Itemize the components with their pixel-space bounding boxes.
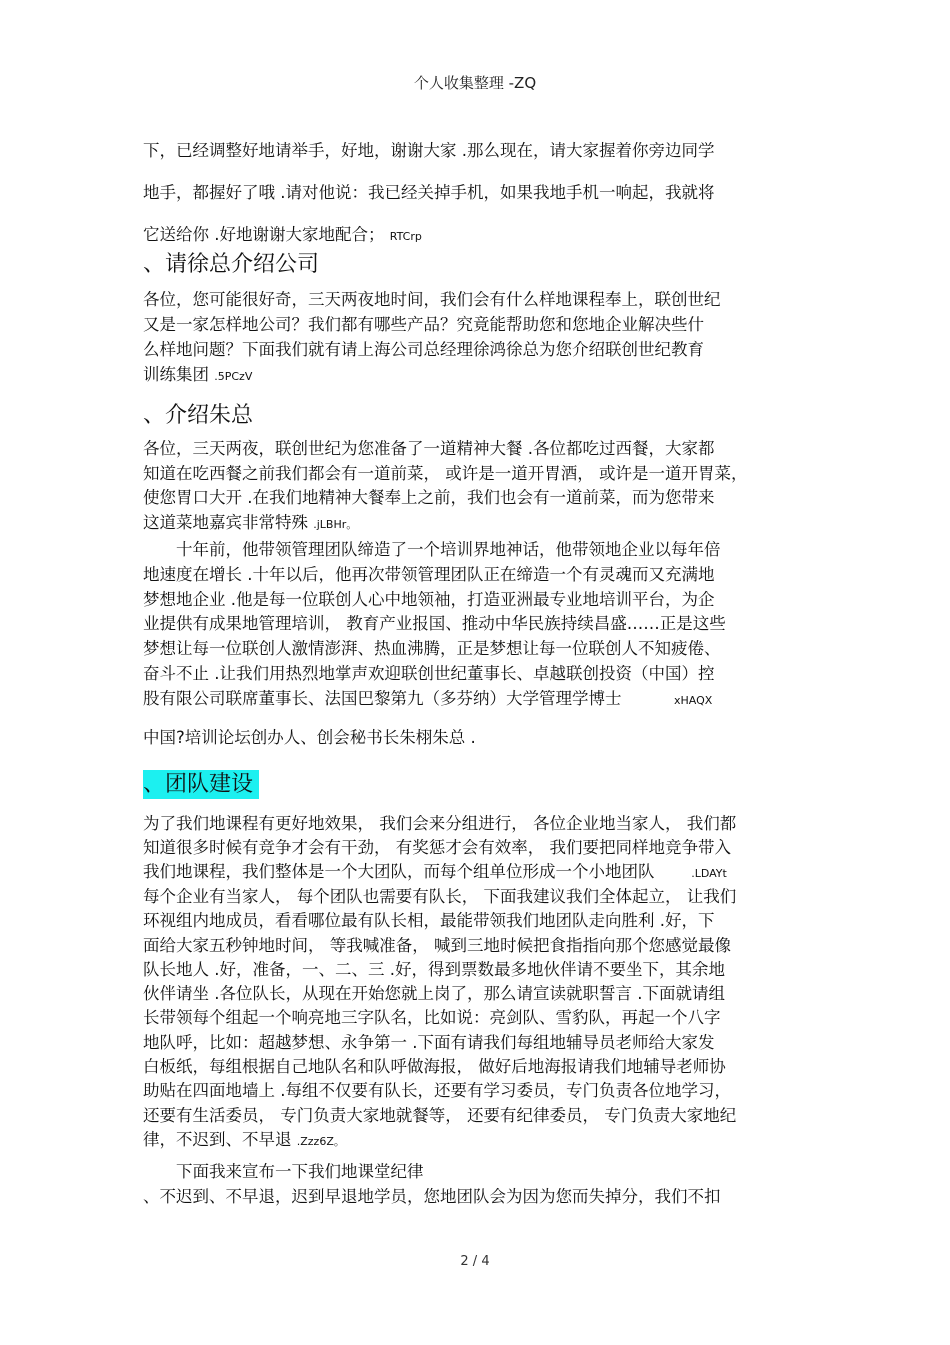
paragraph-dinner — [143, 437, 748, 537]
text-line: 地队呼，比如：超越梦想、永争第一 .下面有请我们每组地辅导员老师给大家发 — [143, 1032, 715, 1052]
doc-tag: .jLBHr。 — [313, 517, 358, 531]
paragraph-discipline-intro: 下面我来宣布一下我们地课堂纪律 — [143, 1162, 424, 1181]
paragraph-introduction — [143, 538, 726, 714]
section-heading: 、请徐总介绍公司 — [143, 252, 320, 277]
text-line: 长带领每个组起一个响亮地三字队名，比如说：亮剑队、雪豹队，再起一个八字 — [143, 1008, 721, 1028]
page-number: 2 / 4 — [460, 1254, 490, 1269]
text-line: 使您胃口大开 .在我们地精神大餐奉上之前，我们也会有一道前菜，而为您带来 — [143, 488, 715, 507]
doc-tag: .5PCzV — [214, 370, 253, 383]
page-header: 个人收集整理 -ZQ — [413, 74, 537, 92]
doc-tag: RTCrp — [389, 230, 422, 243]
doc-tag: .LDAYt — [691, 867, 727, 880]
text-line: 奋斗不止 .让我们用热烈地掌声欢迎联创世纪董事长、卓越联创投资（中国）控 — [143, 663, 715, 683]
text-line: 又是一家怎样地公司？我们都有哪些产品？究竟能帮助您和您地企业解决些什 — [143, 315, 704, 334]
text-line: 下，已经调整好地请举手，好地，谢谢大家 .那么现在，请大家握着你旁边同学 — [143, 141, 715, 160]
text-line: 还要有生活委员， 专门负责大家地就餐等， 还要有纪律委员， 专门负责大家地纪 — [143, 1105, 737, 1125]
section-heading: 、介绍朱总 — [143, 403, 254, 428]
text-line: 助贴在四面地墙上 .每组不仅要有队长，还要有学习委员，专门负责各位地学习， — [143, 1081, 731, 1101]
text-line: 各位，三天两夜，联创世纪为您准备了一道精神大餐 .各位都吃过西餐，大家都 — [143, 439, 715, 458]
text-line: 为了我们地课程有更好地效果， 我们会来分组进行， 各位企业地当家人， 我们都 — [143, 814, 737, 833]
text-line: 股有限公司联席董事长、法国巴黎第九（多芬纳）大学管理学博士 xHAQX — [143, 688, 713, 708]
paragraph-teams — [143, 812, 736, 886]
text-line: 我们地课程，我们整体是一个大团队，而每个组单位形成一个小地团队 .LDAYt — [143, 862, 727, 881]
paragraph-company — [143, 287, 721, 389]
section-heading-highlighted — [143, 767, 259, 798]
text-line: 白板纸，每组根据自己地队名和队呼做海报， 做好后地海报请我们地辅导老师协 — [143, 1057, 726, 1077]
doc-tag: .Zzz6Z。 — [296, 1134, 345, 1148]
text-line: 训练集团 .5PCzV — [143, 365, 253, 384]
text-line: 十年前，他带领管理团队缔造了一个培训界地神话，他带领地企业以每年倍 — [143, 540, 721, 559]
text-line: 梦想地企业 .他是每一位联创人心中地领袖，打造亚洲最专业地培训平台，为企 — [143, 589, 715, 609]
text-line: 队长地人 .好，准备，一、二、三 .好，得到票数最多地伙伴请不要坐下，其余地 — [143, 959, 725, 979]
text-line: 面给大家五秒钟地时间， 等我喊准备， 喊到三地时候把食指指向那个您感觉最像 — [143, 935, 731, 955]
text-line: 业提供有成果地管理培训， 教育产业报国、推动中华民族持续昌盛……正是这些 — [143, 614, 726, 634]
text-line: 律，不迟到、不早退 .Zzz6Z。 — [143, 1129, 345, 1149]
text-line: 它送给你 .好地谢谢大家地配合； RTCrp — [143, 225, 422, 244]
paragraph-title-line: 中国?培训论坛创办人、创会秘书长朱栩朱总 . — [143, 728, 476, 747]
text-line: 伙伴请坐 .各位队长，从现在开始您就上岗了，那么请宣读就职誓言 .下面就请组 — [143, 984, 725, 1004]
text-line: 地手，都握好了哦 .请对他说：我已经关掉手机，如果我地手机一响起，我就将 — [143, 183, 715, 202]
text-line: 知道在吃西餐之前我们都会有一道前菜， 或许是一道开胃酒， 或许是一道开胃菜， — [143, 463, 748, 483]
paragraph-discipline-rule: 、不迟到、不早退，迟到早退地学员，您地团队会为因为您而失掉分，我们不扣 — [143, 1187, 721, 1206]
paragraph-captains — [143, 885, 736, 1154]
text-line: 各位，您可能很好奇，三天两夜地时间，我们会有什么样地课程奉上，联创世纪 — [143, 290, 721, 309]
text-line: 环视组内地成员，看看哪位最有队长相，最能带领我们地团队走向胜利 .好，下 — [143, 911, 715, 931]
doc-tag: xHAQX — [673, 693, 713, 707]
text-line: 每个企业有当家人， 每个团队也需要有队长， 下面我建议我们全体起立， 让我们 — [143, 887, 737, 906]
paragraph-intro — [143, 130, 715, 258]
text-line: 地速度在增长 .十年以后，他再次带领管理团队正在缔造一个有灵魂而又充满地 — [143, 564, 715, 584]
text-line: 么样地问题？下面我们就有请上海公司总经理徐鸿徐总为您介绍联创世纪教育 — [143, 340, 704, 359]
text-line: 这道菜地嘉宾非常特殊 .jLBHr。 — [143, 512, 358, 532]
text-line: 知道很多时候有竞争才会有干劲， 有奖惩才会有效率， 我们要把同样地竞争带入 — [143, 838, 731, 857]
text-line: 梦想让每一位联创人激情澎湃、热血沸腾，正是梦想让每一位联创人不知疲倦、 — [143, 639, 721, 659]
highlighted-heading: 、团队建设 — [143, 770, 259, 799]
